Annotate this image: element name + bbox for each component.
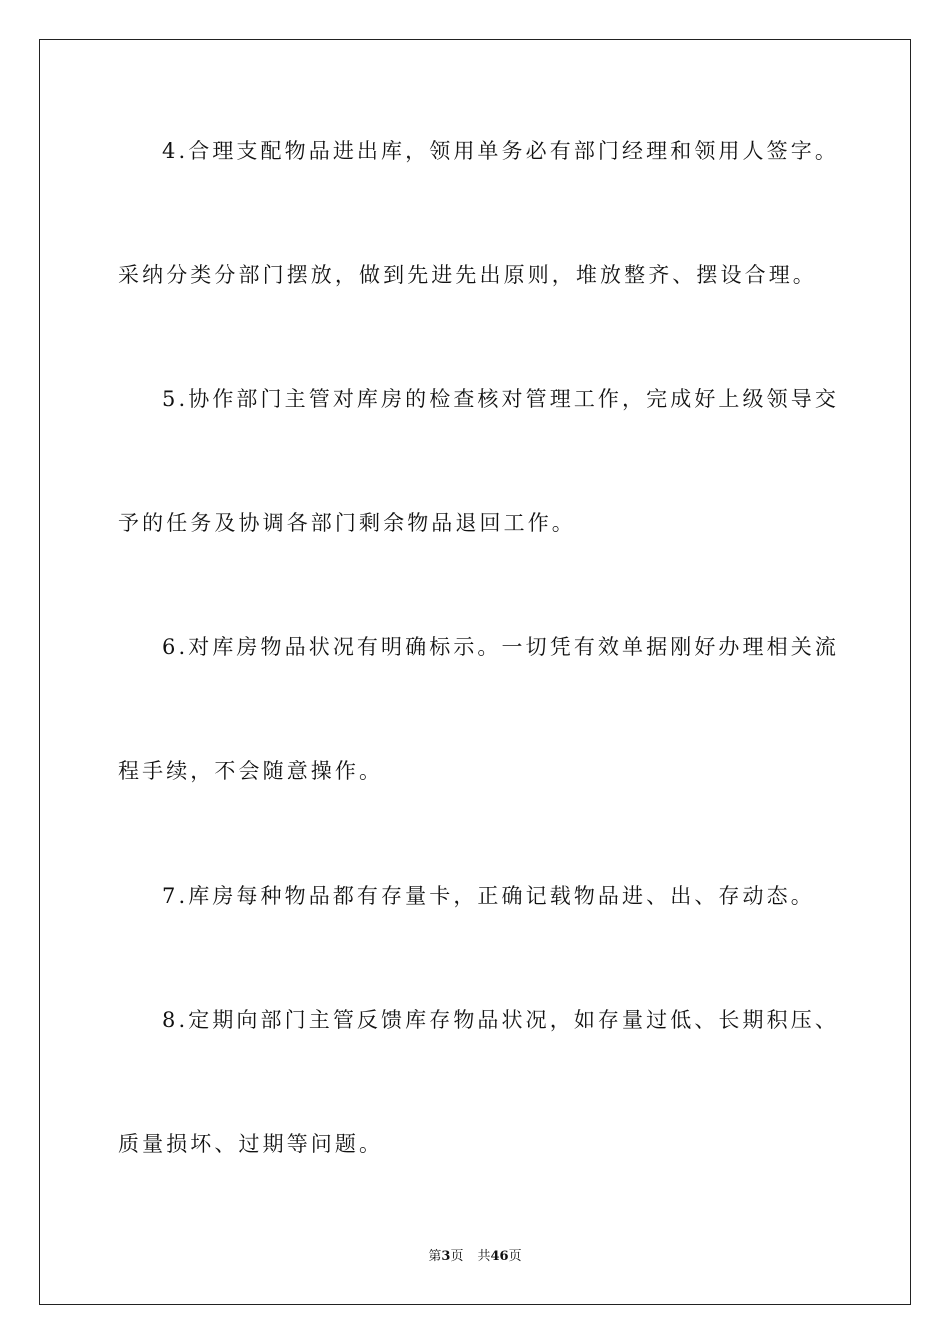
total-pages: 46	[490, 1249, 509, 1264]
paragraph-line: 7.库房每种物品都有存量卡，正确记载物品进、出、存动态。	[162, 884, 815, 908]
paragraph-line: 程手续，不会随意操作。	[118, 759, 384, 783]
page-number: 3	[441, 1249, 451, 1264]
paragraph-line: 4.合理支配物品进出库，领用单务必有部门经理和领用人签字。	[162, 139, 839, 163]
total-prefix: 共	[477, 1249, 491, 1264]
page-border	[39, 39, 911, 1305]
total-suffix: 页	[508, 1249, 522, 1264]
paragraph-line: 5.协作部门主管对库房的检查核对管理工作，完成好上级领导交	[162, 387, 839, 411]
paragraph-line: 质量损坏、过期等问题。	[118, 1132, 384, 1156]
paragraph-line: 8.定期向部门主管反馈库存物品状况，如存量过低、长期积压、	[162, 1008, 839, 1032]
paragraph-line: 6.对库房物品状况有明确标示。一切凭有效单据刚好办理相关流	[162, 635, 839, 659]
paragraph-line: 采纳分类分部门摆放，做到先进先出原则，堆放整齐、摆设合理。	[118, 263, 817, 287]
page-prefix: 第	[428, 1249, 442, 1264]
paragraph-line: 予的任务及协调各部门剩余物品退回工作。	[118, 511, 576, 535]
page-footer	[0, 1248, 950, 1266]
page-suffix: 页	[450, 1249, 464, 1264]
